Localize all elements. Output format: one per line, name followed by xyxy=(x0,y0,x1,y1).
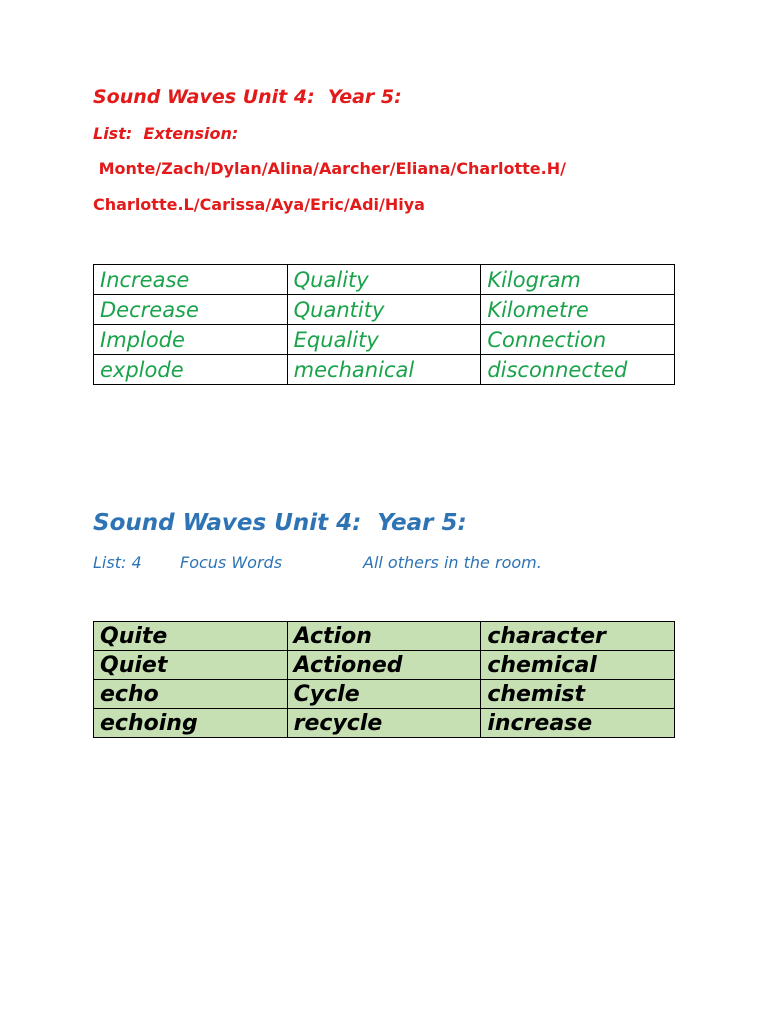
word-cell: Quiet xyxy=(94,651,288,680)
focus-list-label: List: 4 xyxy=(93,553,142,572)
focus-word-table xyxy=(93,621,675,738)
word-cell: Action xyxy=(287,622,481,651)
word-cell: Equality xyxy=(287,325,481,355)
word-cell: chemical xyxy=(481,651,675,680)
word-cell: Increase xyxy=(94,265,288,295)
table-row xyxy=(94,622,675,651)
word-cell: Quality xyxy=(287,265,481,295)
word-cell: Decrease xyxy=(94,295,288,325)
extension-names-line-1: Monte/Zach/Dylan/Alina/Aarcher/Eliana/Charlotte.H/ xyxy=(93,159,566,178)
word-cell: Kilometre xyxy=(481,295,675,325)
word-cell: Kilogram xyxy=(481,265,675,295)
word-cell: increase xyxy=(481,709,675,738)
focus-heading: Sound Waves Unit 4: Year 5: xyxy=(93,510,467,536)
word-cell: disconnected xyxy=(481,355,675,385)
table-row xyxy=(94,355,675,385)
table-row xyxy=(94,265,675,295)
word-cell: chemist xyxy=(481,680,675,709)
others-label: All others in the room. xyxy=(363,553,542,572)
word-cell: Actioned xyxy=(287,651,481,680)
extension-word-table xyxy=(93,264,675,385)
extension-list-label: List: Extension: xyxy=(93,124,239,143)
word-cell: Connection xyxy=(481,325,675,355)
word-cell: echo xyxy=(94,680,288,709)
word-cell: Quantity xyxy=(287,295,481,325)
focus-words-label: Focus Words xyxy=(180,553,283,572)
word-cell: mechanical xyxy=(287,355,481,385)
word-cell: Quite xyxy=(94,622,288,651)
extension-names-line-2: Charlotte.L/Carissa/Aya/Eric/Adi/Hiya xyxy=(93,195,425,214)
word-cell: echoing xyxy=(94,709,288,738)
table-row xyxy=(94,295,675,325)
word-cell: explode xyxy=(94,355,288,385)
word-cell: recycle xyxy=(287,709,481,738)
word-cell: Implode xyxy=(94,325,288,355)
table-row xyxy=(94,680,675,709)
table-row xyxy=(94,651,675,680)
table-row xyxy=(94,325,675,355)
word-cell: character xyxy=(481,622,675,651)
table-row xyxy=(94,709,675,738)
word-cell: Cycle xyxy=(287,680,481,709)
extension-heading: Sound Waves Unit 4: Year 5: xyxy=(93,86,402,108)
